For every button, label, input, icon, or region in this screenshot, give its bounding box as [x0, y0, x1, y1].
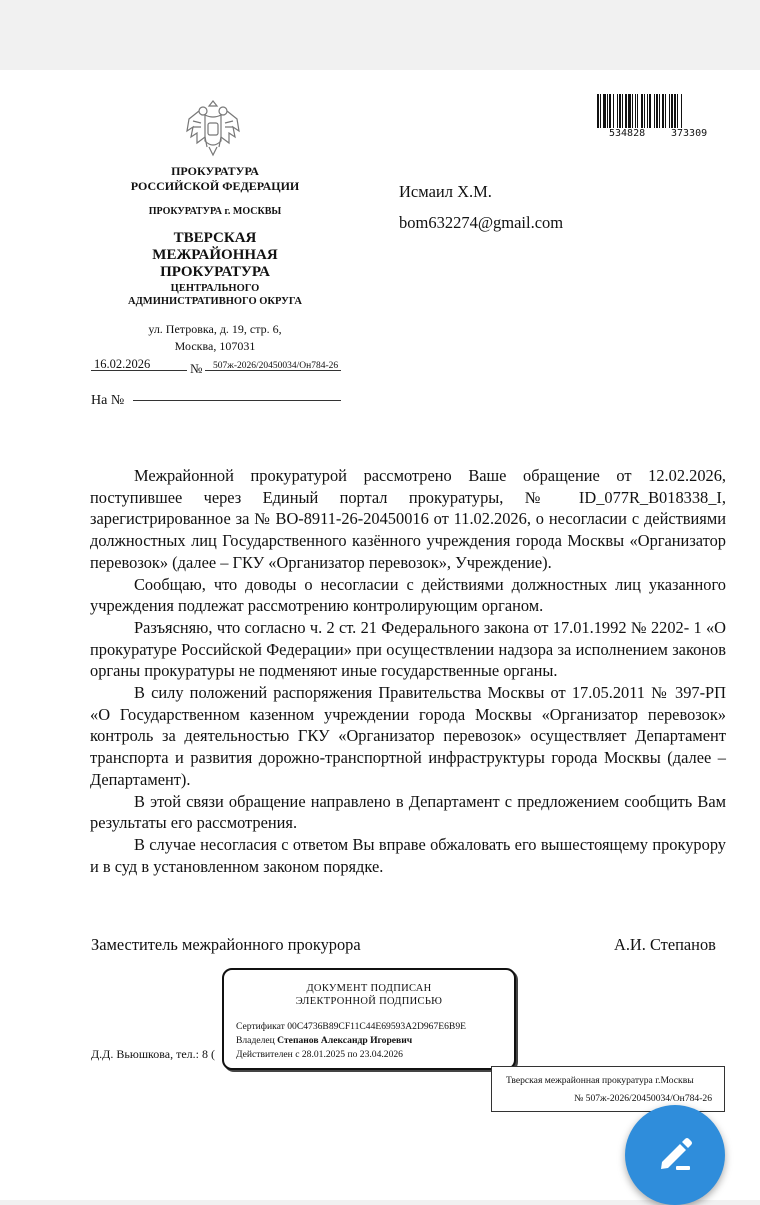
electronic-signature-stamp — [222, 968, 516, 1070]
paragraph-2: Сообщаю, что доводы о несогласии с действиями должностных лиц указанного учреждения подлежат рассмотрению контролирующим органом. — [90, 574, 726, 616]
header-line-2: РОССИЙСКОЙ ФЕДЕРАЦИИ — [130, 179, 300, 193]
address-line-1: ул. Петровка, д. 19, стр. 6, — [148, 322, 282, 336]
header-line-6: ПРОКУРАТУРА — [160, 264, 270, 280]
edit-fab-button[interactable] — [625, 1105, 725, 1205]
header-line-1: ПРОКУРАТУРА — [171, 164, 259, 178]
document-number: 507ж-2026/20450034/Он784-26 — [213, 361, 339, 371]
stamp-certificate: Сертификат 00C4736B89CF11C44E69593A2D967E6B9E — [236, 1021, 466, 1032]
recipient-name: Исмаил Х.М. — [399, 182, 492, 201]
paragraph-5: В этой связи обращение направлено в Департамент с предложением сообщить Вам результаты его рассмотрения. — [90, 791, 726, 833]
registration-line-1: Тверская межрайонная прокуратура г.Москвы — [506, 1075, 694, 1086]
paragraph-6: В случае несогласия с ответом Вы вправе обжаловать его вышестоящему прокурору и в суд в установленном законом порядке. — [90, 834, 726, 876]
coat-of-arms-icon — [183, 97, 243, 159]
signatory-position: Заместитель межрайонного прокурора — [91, 935, 361, 954]
paragraph-4: В силу положений распоряжения Правительства Москвы от 17.05.2011 № 397-РП «О Государственном казенном учреждении города Москвы «Организатор перевозок» контроль за деятельностью ГКУ «Организатор перевозок» осуществляет Департамент транспорта и развития дорожно-транспортной инфраструктуры города Москвы (далее – Департамент). — [90, 683, 726, 789]
stamp-title-1: ДОКУМЕНТ ПОДПИСАН — [306, 983, 432, 994]
number-sign: № — [190, 361, 203, 376]
executor-info: Д.Д. Вьюшкова, тел.: 8 ( — [91, 1047, 215, 1061]
barcode-right-digits: 373309 — [671, 128, 708, 139]
header-line-7: ЦЕНТРАЛЬНОГО — [170, 283, 260, 294]
edit-pencil-icon — [654, 1134, 696, 1176]
recipient-email: bom632274@gmail.com — [399, 213, 564, 232]
header-line-8: АДМИНИСТРАТИВНОГО ОКРУГА — [127, 296, 302, 307]
document-date: 16.02.2026 — [94, 357, 151, 371]
reference-label: На № — [91, 393, 125, 408]
header-line-4: ТВЕРСКАЯ — [173, 230, 257, 246]
registration-line-2: № 507ж-2026/20450034/Он784-26 — [574, 1093, 712, 1104]
letter-body — [90, 465, 726, 877]
header-line-3: ПРОКУРАТУРА г. МОСКВЫ — [148, 206, 282, 217]
barcode-left-digits: 534828 — [609, 128, 646, 139]
stamp-owner: Владелец Степанов Александр Игоревич — [236, 1035, 413, 1046]
barcode — [597, 94, 715, 128]
stamp-validity: Действителен с 28.01.2025 по 23.04.2026 — [236, 1049, 403, 1060]
address-line-2: Москва, 107031 — [174, 339, 256, 353]
header-line-5: МЕЖРАЙОННАЯ — [152, 247, 278, 263]
registration-box — [491, 1066, 725, 1112]
paragraph-3: Разъясняю, что согласно ч. 2 ст. 21 Федерального закона от 17.01.1992 № 2202- 1 «О прокуратуре Российской Федерации» при осуществлении надзора за исполнением законов органы прокуратуры не подменяют иные государственные органы. — [90, 617, 726, 681]
signatory-name: А.И. Степанов — [614, 935, 716, 954]
stamp-title-2: ЭЛЕКТРОННОЙ ПОДПИСЬЮ — [295, 996, 443, 1007]
paragraph-1: Межрайонной прокуратурой рассмотрено Ваше обращение от 12.02.2026, поступившее через Единый портал прокуратуры, № ID_077R_B018338_I, зарегистрированное за № ВО-8911-26-20450016 от 11.02.2026, о несогласии с действиями должностных лиц Государственного казённого учреждения города Москвы «Организатор перевозок» (далее – ГКУ «Организатор перевозок», Учреждение). — [90, 466, 726, 572]
